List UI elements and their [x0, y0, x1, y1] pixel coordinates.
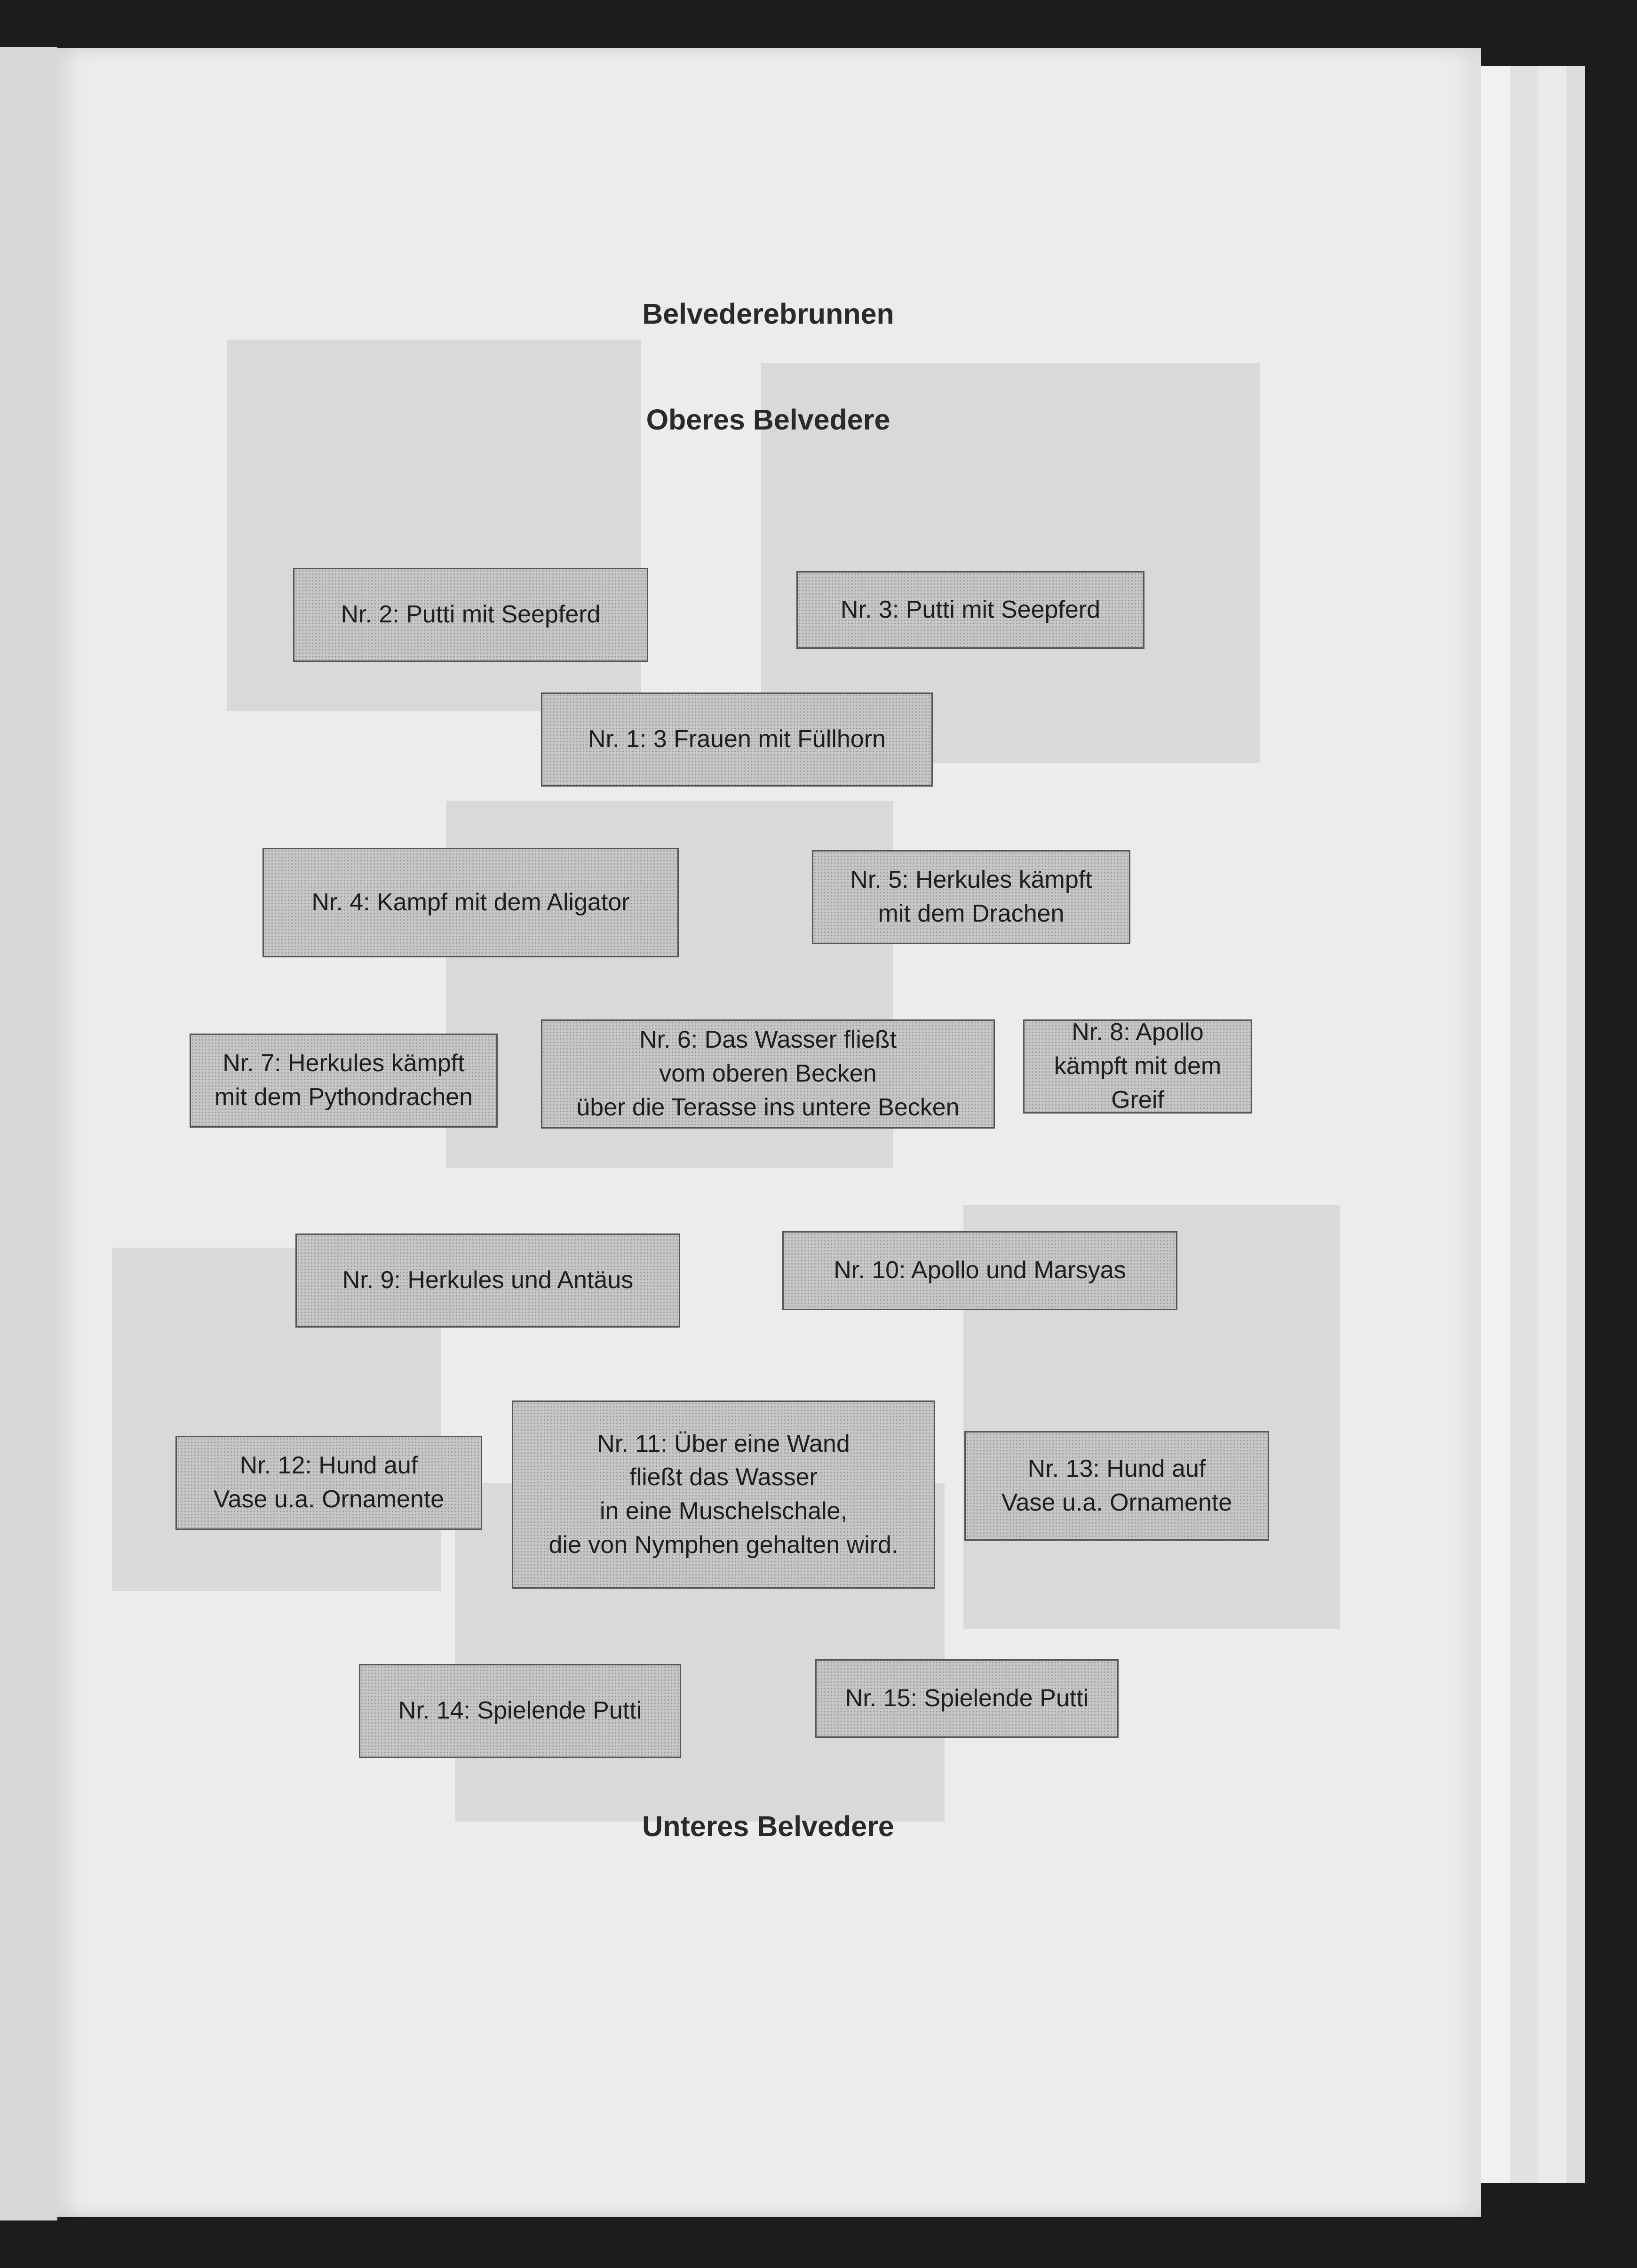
diagram-title: Belvederebrunnen — [642, 298, 894, 330]
page-stack-edge — [1510, 66, 1538, 2183]
fountain-box-nr12: Nr. 12: Hund auf Vase u.a. Ornamente — [175, 1436, 482, 1530]
left-page-edge — [0, 47, 57, 2220]
fountain-box-nr11: Nr. 11: Über eine Wand fließt das Wasser in eine Muschelschale, die von Nymphen gehalten wird. — [512, 1401, 935, 1589]
page-stack-edge — [1538, 66, 1566, 2183]
fountain-box-nr15: Nr. 15: Spielende Putti — [815, 1659, 1119, 1738]
fountain-box-nr5: Nr. 5: Herkules kämpft mit dem Drachen — [812, 850, 1130, 944]
fountain-box-nr7: Nr. 7: Herkules kämpft mit dem Pythondrachen — [190, 1034, 498, 1128]
fountain-box-nr14: Nr. 14: Spielende Putti — [359, 1664, 681, 1758]
fountain-box-nr9: Nr. 9: Herkules und Antäus — [295, 1233, 680, 1328]
page-stack-edge — [1477, 66, 1510, 2183]
book-page — [56, 48, 1481, 2217]
upper-belvedere-label: Oberes Belvedere — [646, 404, 890, 436]
fountain-box-nr8: Nr. 8: Apollo kämpft mit dem Greif — [1023, 1019, 1252, 1114]
page-stack-edge — [1566, 66, 1585, 2183]
fountain-box-nr1: Nr. 1: 3 Frauen mit Füllhorn — [541, 692, 933, 787]
lower-belvedere-label: Unteres Belvedere — [642, 1810, 894, 1842]
fountain-box-nr2: Nr. 2: Putti mit Seepferd — [293, 568, 648, 662]
fountain-box-nr4: Nr. 4: Kampf mit dem Aligator — [262, 848, 679, 957]
fountain-box-nr13: Nr. 13: Hund auf Vase u.a. Ornamente — [964, 1431, 1269, 1541]
fountain-box-nr6: Nr. 6: Das Wasser fließt vom oberen Becken über die Terasse ins untere Becken — [541, 1019, 995, 1129]
fountain-box-nr3: Nr. 3: Putti mit Seepferd — [796, 571, 1144, 649]
fountain-box-nr10: Nr. 10: Apollo und Marsyas — [782, 1231, 1177, 1310]
